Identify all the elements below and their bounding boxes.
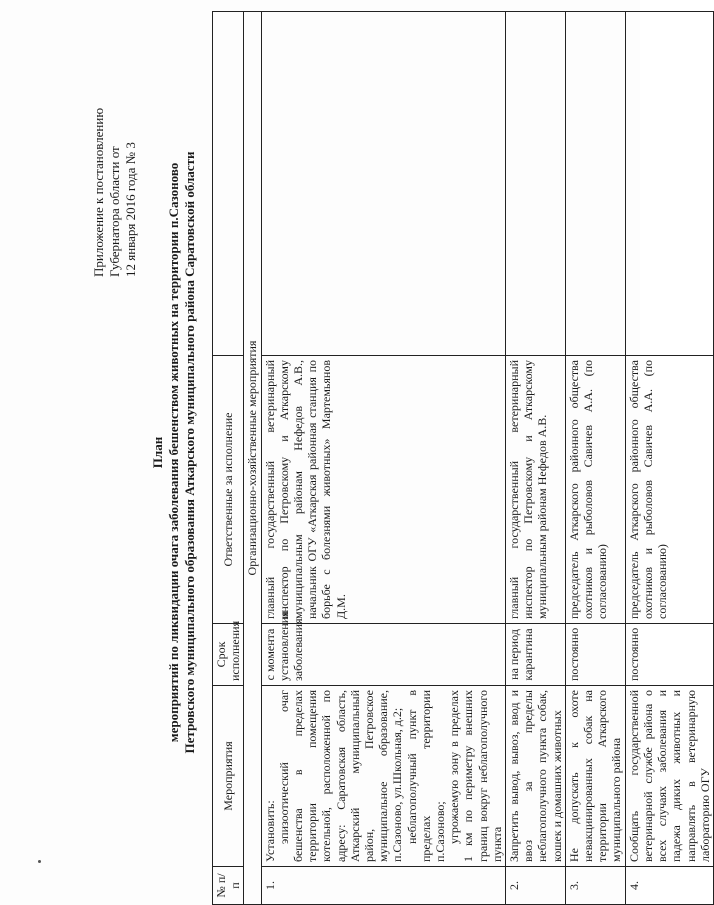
header-term: Срок исполнения (213, 624, 244, 686)
header-empty (213, 12, 244, 356)
table-header-row (213, 12, 244, 905)
row-term: с момента установления заболевания (261, 624, 505, 686)
row-responsible: председатель Аткарского районного общества охотников и рыболовов Савичев А.А. (по согласованию) (625, 356, 713, 624)
row-activity: Запретить вывод, вывоз, ввод и ввоз за пределы неблагополучного пункта собак, кошек и домашних животных (506, 686, 566, 867)
header-responsible: Ответственные за исполнение (213, 356, 244, 624)
appendix-line-3: 12 января 2016 года № 3 (123, 142, 138, 277)
appendix-line-2: Губернатора области от (107, 146, 122, 277)
row-responsible: главный государственный ветеринарный инспектор по Петровскому и Аткарскому муниципальным районам Нефедов А.В., начальник ОГУ «Аткарская районная станция по борьбе с болезнями животных» Мартемьянов Д.М. (261, 356, 505, 624)
row-number: 2. (506, 867, 566, 905)
row-empty (565, 12, 625, 356)
table-row (506, 12, 566, 905)
appendix-line-1: Приложение к постановлению (91, 107, 106, 277)
row-number: 4. (625, 867, 713, 905)
activity-line: неблагополучный пункт в пределах территории п.Сазоново; (404, 690, 448, 862)
row-responsible: главный государственный ветеринарный инспектор по Петровскому и Аткарскому муниципальным районам Нефедов А.В. (506, 356, 566, 624)
row-activity (261, 686, 505, 867)
activity-line: эпизоотический очаг бешенства в пределах территории помещения котельной, расположенной по адресу: Саратовская область, Аткарский муниципальный район, Петровское муниципальное образование, п.Сазоново, ул.Школьная, д.2; (276, 690, 405, 862)
plan-subtitle-line-1: мероприятий по ликвидации очага заболевания бешенством животных на территории п.Сазоново (166, 162, 181, 743)
row-responsible: председатель Аткарского районного общества охотников и рыболовов Савичев А.А. (по согласованию) (565, 356, 625, 624)
header-number: № п/п (213, 867, 244, 905)
section-heading: Организационно-хозяйственные мероприятия (244, 12, 261, 905)
plan-table (212, 11, 714, 905)
row-term: на период карантина (506, 624, 566, 686)
plan-title: План (150, 436, 165, 469)
row-empty (261, 12, 505, 356)
row-empty (506, 12, 566, 356)
activity-line: угрожаемую зону в пределах 1 км по периметру внешних границ вокруг неблагополучного пункта (447, 690, 504, 862)
row-term: постоянно (625, 624, 713, 686)
scan-speck (38, 860, 41, 863)
row-term: постоянно (565, 624, 625, 686)
table-row (261, 12, 505, 905)
activity-line: Установить: (262, 800, 277, 862)
header-activity: Мероприятия (213, 686, 244, 867)
table-row (565, 12, 625, 905)
section-row (244, 12, 261, 905)
plan-subtitle-line-2: Петровского муниципального образования Аткарского муниципального района Саратовской области (182, 151, 197, 754)
row-activity: Не допускать к охоте невакцинированных собак на территории Аткарского муниципального района (565, 686, 625, 867)
row-number: 1. (261, 867, 505, 905)
row-number: 3. (565, 867, 625, 905)
appendix-note (91, 27, 139, 277)
row-empty (625, 12, 713, 356)
table-row (625, 12, 713, 905)
row-activity: Сообщать государственной ветеринарной службе района о всех случаях заболевания и падежа диких животных и направлять в ветеринарную лабораторию ОГУ (625, 686, 713, 867)
